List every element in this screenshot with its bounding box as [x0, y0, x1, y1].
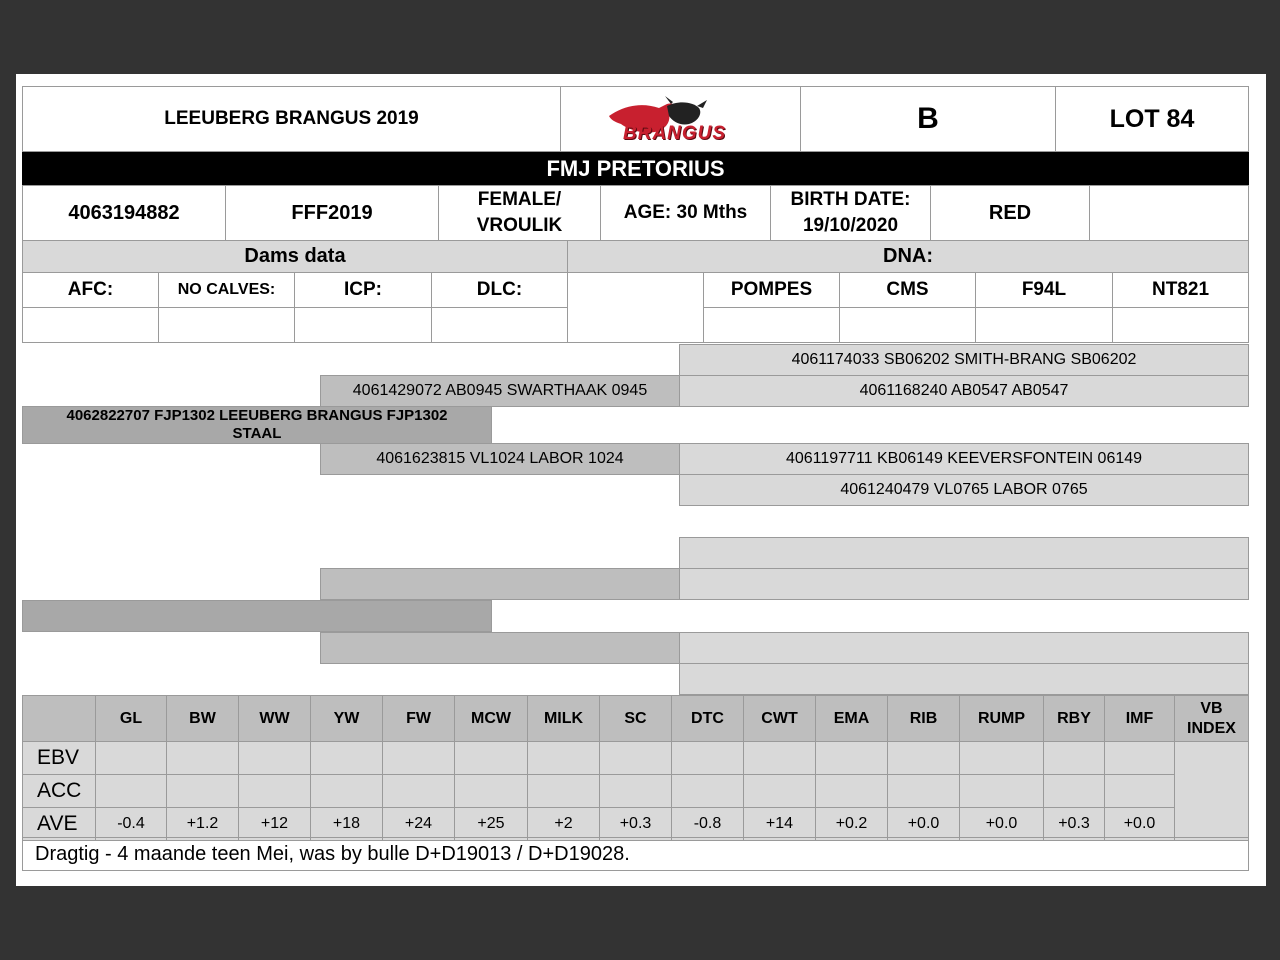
no-calves-label-text: NO CALVES: [177, 281, 276, 298]
ebv-col-header-rib [887, 695, 960, 742]
ebv-col-header-rby [1043, 695, 1105, 742]
ebv-row-label-text: EBV [37, 746, 80, 769]
ebv-value-text: -0.8 [693, 815, 722, 832]
ebv-value-cell [310, 774, 383, 808]
sire-sire-text: 4061174033 SB06202 SMITH-BRANG SB06202 [791, 351, 1137, 368]
ebv-value-text: +0.0 [1123, 815, 1156, 832]
sire-dam-text: 4061168240 AB0547 AB0547 [859, 382, 1069, 399]
ebv-row-label-ebv [22, 741, 96, 775]
ebv-value-cell [238, 807, 311, 841]
ebv-col-header-text: BW [189, 709, 216, 727]
ebv-value-cell [599, 807, 672, 841]
ebv-value-cell [95, 774, 167, 808]
owner-name: FMJ PRETORIUS [546, 155, 725, 181]
animal-tag-text: FFF2019 [291, 201, 373, 224]
icp-label-text: ICP: [344, 279, 382, 300]
ebv-value-cell [95, 807, 167, 841]
ebv-col-header-text: IMF [1125, 709, 1154, 727]
birth-date-label: BIRTH DATE: [790, 189, 911, 210]
ebv-value-text: +14 [765, 815, 794, 832]
nt821-label-text: NT821 [1151, 279, 1210, 300]
vb-index-line-1: VB [1200, 699, 1223, 717]
f94l-label-text: F94L [1021, 279, 1067, 300]
ebv-value-cell [166, 807, 239, 841]
ebv-value-cell [1043, 774, 1105, 808]
ebv-col-header-text: DTC [691, 709, 724, 727]
ebv-value-cell [815, 807, 888, 841]
lot-text: LOT 84 [1109, 104, 1195, 133]
ebv-value-text: +1.2 [186, 815, 219, 832]
ebv-row-label-text: AVE [37, 812, 78, 835]
ebv-col-header-yw [310, 695, 383, 742]
ebv-value-cell [454, 774, 528, 808]
ebv-value-text: +0.3 [619, 815, 652, 832]
ebv-row-label-ave [22, 807, 96, 841]
pregnancy-note-text: Dragtig - 4 maande teen Mei, was by bulle D+D19013 / D+D19028. [35, 842, 630, 865]
ebv-value-cell [887, 741, 960, 775]
sex-line-1: FEMALE/ [477, 189, 562, 210]
ebv-row-label-text: ACC [37, 779, 82, 802]
dam-text: 4061623815 VL1024 LABOR 1024 [376, 450, 624, 467]
ebv-col-header-text: MILK [543, 709, 584, 727]
ebv-col-header-text: WW [259, 709, 290, 727]
dams-title: Dams data [244, 245, 346, 267]
ebv-value-cell [671, 741, 744, 775]
ebv-value-cell [454, 807, 528, 841]
sire-text: 4061429072 AB0945 SWARTHAAK 0945 [352, 382, 648, 399]
ebv-row-label-acc [22, 774, 96, 808]
logo-wordmark: BRANGUS [623, 123, 727, 144]
sex-line-2: VROULIK [476, 215, 563, 236]
ebv-value-cell [959, 774, 1044, 808]
ebv-col-header-text: GL [119, 709, 143, 727]
ebv-value-cell [454, 741, 528, 775]
ebv-col-header-text: RIB [909, 709, 938, 727]
grade-text: B [917, 102, 939, 135]
ebv-value-cell [815, 741, 888, 775]
ebv-value-cell [238, 741, 311, 775]
animal-colour-text: RED [988, 201, 1032, 224]
sale-card [16, 74, 1266, 886]
ebv-value-cell [166, 774, 239, 808]
pompes-label-text: POMPES [730, 279, 813, 300]
afc-label-text: AFC: [67, 279, 114, 300]
ebv-value-text: +0.3 [1058, 815, 1090, 832]
dam-dam-text: 4061240479 VL0765 LABOR 0765 [840, 481, 1088, 498]
ebv-col-header-text: YW [333, 709, 360, 727]
ebv-value-cell [1043, 741, 1105, 775]
ebv-value-cell [599, 741, 672, 775]
ebv-col-header-milk [527, 695, 600, 742]
ebv-col-header-cwt [743, 695, 816, 742]
ebv-value-cell [382, 774, 455, 808]
ebv-value-cell [382, 807, 455, 841]
dlc-label-text: DLC: [476, 279, 523, 300]
ebv-value-cell [743, 774, 816, 808]
ebv-value-cell [1104, 741, 1175, 775]
ebv-value-text: +18 [332, 815, 361, 832]
ebv-col-header-ww [238, 695, 311, 742]
ebv-col-header-ema [815, 695, 888, 742]
ebv-col-header-text: EMA [833, 709, 870, 727]
vb-index-line-2: INDEX [1187, 719, 1236, 737]
ebv-col-header-bw [166, 695, 239, 742]
ebv-col-header-text: SC [624, 709, 647, 727]
ebv-value-cell [1104, 774, 1175, 808]
ebv-col-header-dtc [671, 695, 744, 742]
ebv-col-header-mcw [454, 695, 528, 742]
ebv-col-header-text: FW [406, 709, 431, 727]
ebv-value-cell [887, 807, 960, 841]
ebv-col-header-imf [1104, 695, 1175, 742]
ebv-value-text: +0.0 [985, 815, 1018, 832]
ebv-value-text: +24 [404, 815, 433, 832]
ebv-value-cell [166, 741, 239, 775]
ebv-value-cell [238, 774, 311, 808]
ebv-value-cell [95, 741, 167, 775]
ebv-value-cell [310, 807, 383, 841]
ebv-value-cell [887, 774, 960, 808]
ebv-value-cell [959, 807, 1044, 841]
ebv-value-cell [815, 774, 888, 808]
birth-date-value: 19/10/2020 [802, 215, 899, 236]
ebv-table [16, 74, 1266, 886]
ebv-value-cell [382, 741, 455, 775]
ebv-value-cell [743, 741, 816, 775]
ebv-value-text: +0.2 [835, 815, 868, 832]
ebv-value-cell [527, 741, 600, 775]
ebv-value-text: -0.4 [117, 815, 145, 832]
ebv-value-text: +0.0 [907, 815, 940, 832]
ebv-col-header-rump [959, 695, 1044, 742]
ebv-col-header-gl [95, 695, 167, 742]
ebv-value-text: +2 [554, 815, 573, 832]
ebv-value-text: +25 [477, 815, 505, 832]
ebv-col-header-sc [599, 695, 672, 742]
vb-index-value [1174, 741, 1249, 841]
animal-id-text: 4063194882 [68, 201, 180, 224]
dam-sire-text: 4061197711 KB06149 KEEVERSFONTEIN 06149 [785, 450, 1143, 467]
pedigree-animal-line-2: STAAL [232, 425, 282, 442]
ebv-value-cell [743, 807, 816, 841]
ebv-value-cell [527, 774, 600, 808]
ebv-value-cell [671, 774, 744, 808]
ebv-col-header-text: MCW [471, 709, 511, 727]
ebv-value-text: +12 [260, 815, 289, 832]
ebv-value-cell [527, 807, 600, 841]
cms-label-text: CMS [886, 279, 929, 300]
ebv-corner-cell [22, 695, 96, 742]
ebv-value-cell [599, 774, 672, 808]
ebv-col-header-text: CWT [761, 709, 798, 727]
ebv-value-cell [310, 741, 383, 775]
pedigree-animal-line-1: 4062822707 FJP1302 LEEUBERG BRANGUS FJP1302 [66, 407, 448, 424]
ebv-col-header-text: RBY [1057, 709, 1091, 727]
ebv-value-cell [1043, 807, 1105, 841]
ebv-value-cell [959, 741, 1044, 775]
ebv-value-cell [671, 807, 744, 841]
dna-title: DNA: [883, 245, 933, 267]
ebv-value-cell [1104, 807, 1175, 841]
pregnancy-note [22, 837, 1249, 871]
ebv-col-header-text: RUMP [977, 709, 1026, 727]
ebv-col-header-fw [382, 695, 455, 742]
animal-age-text: AGE: 30 Mths [623, 202, 748, 223]
vb-index-header [1174, 695, 1249, 742]
sale-title-text: LEEUBERG BRANGUS 2019 [164, 108, 419, 129]
